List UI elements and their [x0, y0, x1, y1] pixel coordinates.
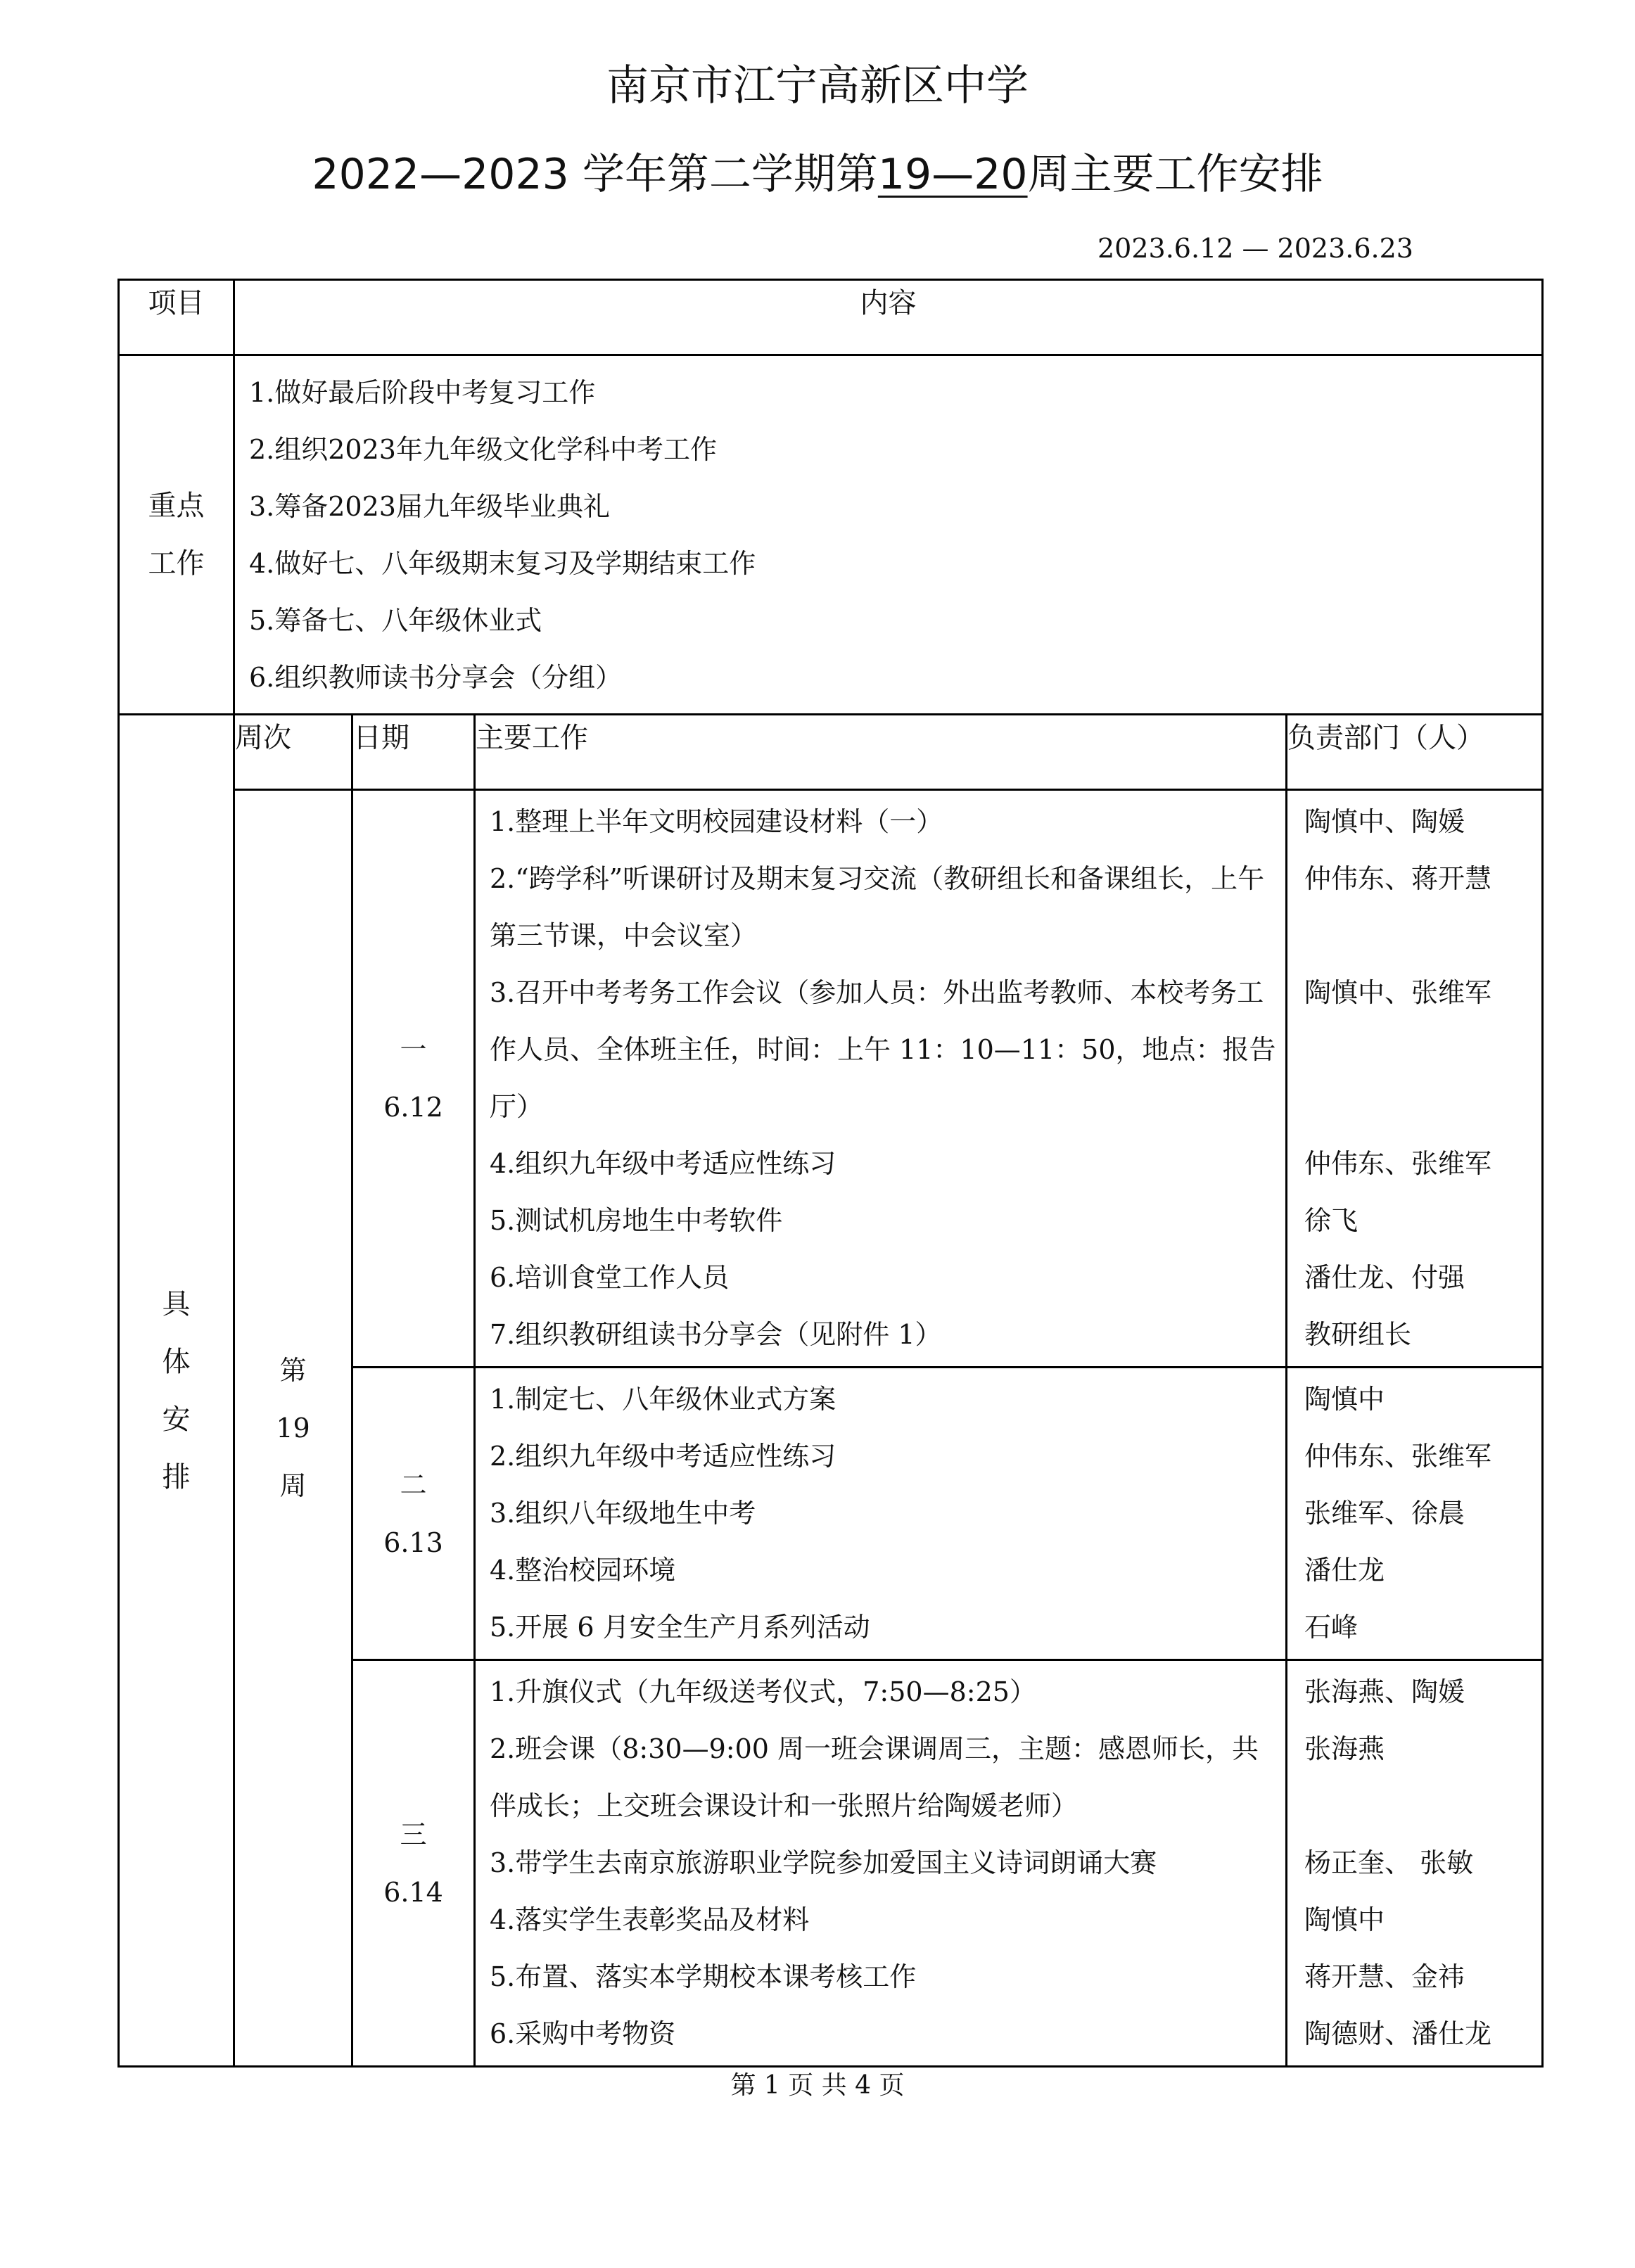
detail-label-char: 排: [162, 1460, 191, 1493]
task-item: 6.培训食堂工作人员: [490, 1262, 730, 1293]
task-item: 1.升旗仪式（九年级送考仪式，7:50—8:25）: [490, 1676, 1036, 1707]
col-content-header: 内容: [234, 280, 1543, 355]
key-work-label-line: 重点: [148, 490, 205, 522]
task-item: 2.班会课（8:30—9:00 周一班会课调周三，主题：感恩师长，共伴成长；上交班会课设计和一张照片给陶媛老师）: [490, 1733, 1259, 1821]
schedule-table: [117, 279, 1544, 2068]
task-item: 7.组织教研组读书分享会（见附件 1）: [490, 1319, 942, 1350]
owner-item: 张维军、徐晨: [1304, 1498, 1465, 1529]
task-list: [475, 790, 1287, 1368]
key-work-item: 1.做好最后阶段中考复习工作: [249, 377, 596, 408]
task-item: 4.整治校园环境: [490, 1555, 676, 1586]
owner-list: [1287, 1368, 1543, 1660]
owner-item: [1304, 1078, 1541, 1135]
owner-item: 石峰: [1304, 1612, 1359, 1643]
owner-item: 陶慎中、张维军: [1304, 977, 1492, 1008]
detail-header-row: [119, 715, 1543, 790]
task-item: 3.带学生去南京旅游职业学院参加爱国主义诗词朗诵大赛: [490, 1847, 1157, 1878]
key-work-item: 4.做好七、八年级期末复习及学期结束工作: [249, 548, 756, 579]
task-item: 4.落实学生表彰奖品及材料: [490, 1904, 810, 1935]
owner-item: 仲伟东、张维军: [1304, 1441, 1492, 1472]
owner-item: 潘仕龙: [1304, 1555, 1385, 1586]
owner-item: [1304, 1021, 1541, 1078]
detail-label-char: 具: [162, 1287, 191, 1320]
day-cell: [352, 790, 475, 1368]
school-title: 南京市江宁高新区中学: [606, 61, 1029, 110]
task-item: 4.组织九年级中考适应性练习: [490, 1148, 836, 1179]
detail-label: [119, 715, 234, 2067]
title-weeks: 19—20: [877, 150, 1028, 199]
week-char: 19: [276, 1413, 310, 1444]
task-item: 3.组织八年级地生中考: [490, 1498, 756, 1529]
owner-list: [1287, 1660, 1543, 2067]
day-cell: [352, 1660, 475, 2067]
task-item: 5.测试机房地生中考软件: [490, 1205, 783, 1236]
owner-item: 潘仕龙、付强: [1304, 1262, 1465, 1293]
task-list: [475, 1660, 1287, 2067]
day-row-mon: [119, 790, 1543, 1368]
key-work-item: 3.筹备2023届九年级毕业典礼: [249, 491, 610, 522]
weekday: 一: [400, 1034, 427, 1065]
owner-item: 陶慎中: [1304, 1384, 1385, 1415]
day-date: 6.13: [383, 1527, 443, 1558]
owner-item: 陶慎中: [1304, 1904, 1385, 1935]
date-header: 日期: [352, 715, 475, 790]
task-item: 1.整理上半年文明校园建设材料（一）: [490, 806, 943, 837]
owner-item: 仲伟东、蒋开慧: [1304, 863, 1492, 894]
owner-item: 教研组长: [1304, 1319, 1412, 1350]
owner-item: [1304, 907, 1541, 964]
task-item: 2.组织九年级中考适应性练习: [490, 1441, 836, 1472]
owner-item: 仲伟东、张维军: [1304, 1148, 1492, 1179]
key-work-item: 6.组织教师读书分享会（分组）: [249, 662, 623, 693]
owner-item: 杨正奎、 张敏: [1304, 1847, 1474, 1878]
week-header: 周次: [234, 715, 352, 790]
detail-label-char: 安: [162, 1403, 191, 1436]
detail-label-char: 体: [162, 1345, 191, 1378]
title-suffix: 周主要工作安排: [1027, 150, 1323, 199]
task-item: 5.布置、落实本学期校本课考核工作: [490, 1961, 917, 1992]
owner-item: 陶慎中、陶媛: [1304, 806, 1465, 837]
day-date: 6.12: [383, 1092, 443, 1123]
task-item: 3.召开中考考务工作会议（参加人员：外出监考教师、本校考务工作人员、全体班主任，时间：上午 11：10—11：50，地点：报告厅）: [490, 977, 1276, 1122]
owner-item: 蒋开慧、金祎: [1304, 1961, 1465, 1992]
day-cell: [352, 1368, 475, 1660]
week-19-cell: [234, 790, 352, 2067]
owner-item: 张海燕: [1304, 1733, 1385, 1764]
key-work-list: [234, 355, 1543, 715]
header-row: [119, 280, 1543, 355]
col-item-header: 项目: [119, 280, 234, 355]
task-item: 5.开展 6 月安全生产月系列活动: [490, 1612, 870, 1643]
owner-item: [1304, 1778, 1541, 1835]
schedule-title: [0, 149, 1635, 200]
week-char: 第: [279, 1355, 307, 1386]
key-work-item: 2.组织2023年九年级文化学科中考工作: [249, 434, 717, 465]
key-work-label: [119, 355, 234, 715]
owner-header: 负责部门（人）: [1287, 715, 1543, 790]
title-prefix: 2022—2023 学年第二学期第: [312, 150, 878, 199]
day-date: 6.14: [383, 1876, 443, 1908]
key-work-row: [119, 355, 1543, 715]
task-list: [475, 1368, 1287, 1660]
owner-item: 徐飞: [1304, 1205, 1359, 1236]
owner-list: [1287, 790, 1543, 1368]
task-item: 2.“跨学科”听课研讨及期末复习交流（教研组长和备课组长，上午第三节课，中会议室）: [490, 863, 1265, 951]
weekday: 二: [400, 1469, 427, 1501]
task-item: 1.制定七、八年级休业式方案: [490, 1384, 836, 1415]
task-item: 6.采购中考物资: [490, 2018, 676, 2049]
owner-item: 张海燕、陶媛: [1304, 1676, 1465, 1707]
key-work-item: 5.筹备七、八年级休业式: [249, 605, 542, 636]
week-char: 周: [279, 1470, 307, 1501]
owner-item: 陶德财、潘仕龙: [1304, 2018, 1492, 2049]
date-range: 2023.6.12 — 2023.6.23: [1098, 233, 1413, 264]
task-header: 主要工作: [475, 715, 1287, 790]
key-work-label-line: 工作: [148, 547, 205, 580]
weekday: 三: [400, 1818, 427, 1850]
page-footer: 第 1 页 共 4 页: [730, 2071, 905, 2100]
